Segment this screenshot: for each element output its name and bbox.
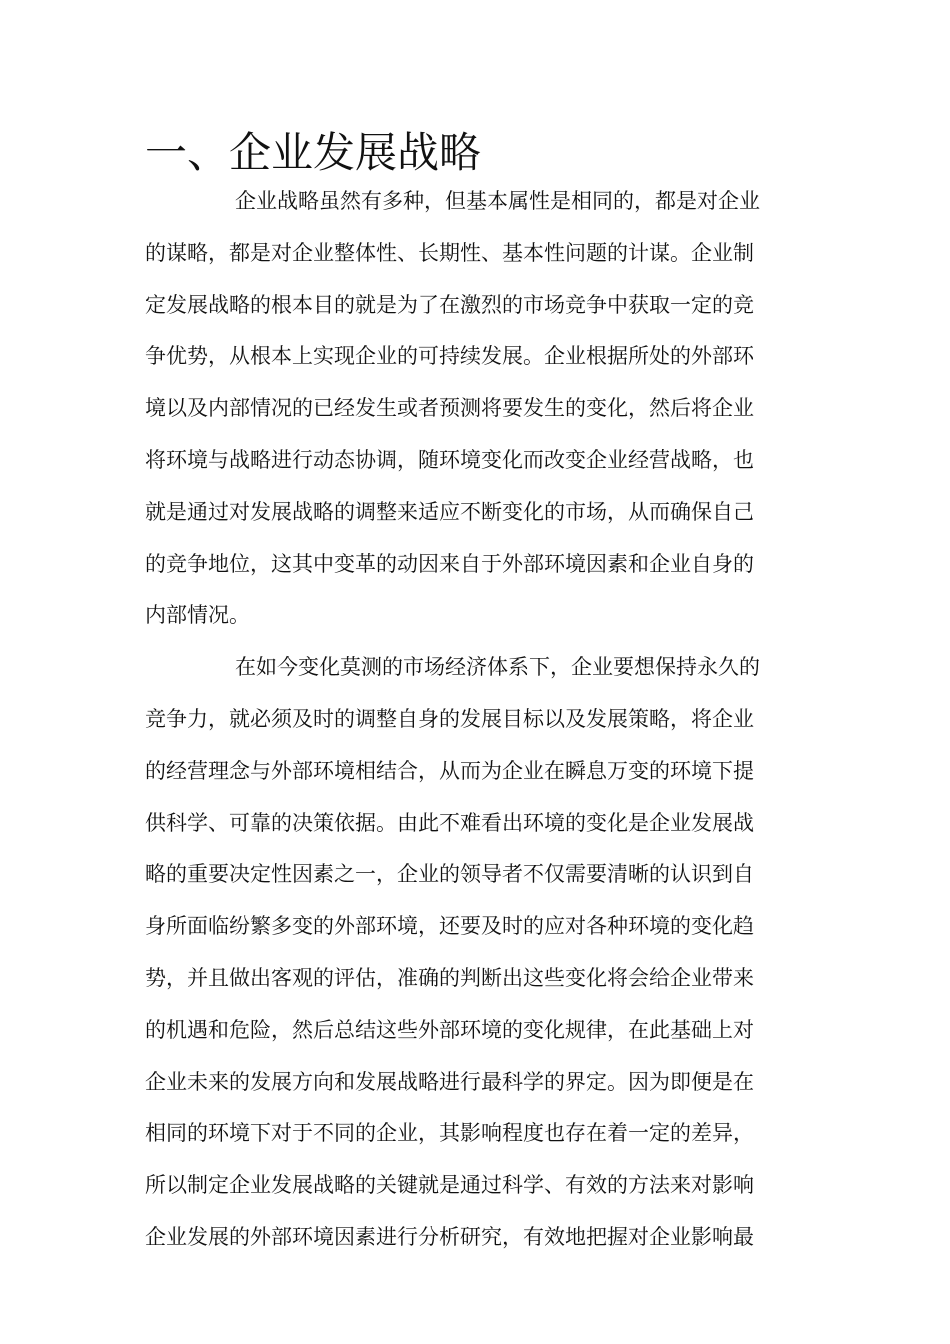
text-line: 身所面临纷繁多变的外部环境，还要及时的应对各种环境的变化趋 <box>145 914 754 939</box>
text-line: 供科学、可靠的决策依据。由此不难看出环境的变化是企业发展战 <box>145 810 754 835</box>
text-line: 定发展战略的根本目的就是为了在激烈的市场竞争中获取一定的竞 <box>145 292 754 317</box>
text-line: 的竞争地位，这其中变革的动因来自于外部环境因素和企业自身的 <box>145 551 754 576</box>
text-line: 企业未来的发展方向和发展战略进行最科学的界定。因为即便是在 <box>145 1069 754 1094</box>
document-body <box>145 130 805 1264</box>
text-line: 企业发展的外部环境因素进行分析研究，有效地把握对企业影响最 <box>145 1224 754 1249</box>
paragraph-1 <box>145 176 805 642</box>
section-heading: 一、企业发展战略 <box>145 128 482 177</box>
text-line: 争优势，从根本上实现企业的可持续发展。企业根据所处的外部环 <box>145 344 754 369</box>
text-line: 势，并且做出客观的评估，准确的判断出这些变化将会给企业带来 <box>145 965 754 990</box>
text-line: 境以及内部情况的已经发生或者预测将要发生的变化，然后将企业 <box>145 396 754 421</box>
text-line: 竞争力，就必须及时的调整自身的发展目标以及发展策略，将企业 <box>145 706 754 731</box>
text-line: 企业战略虽然有多种，但基本属性是相同的，都是对企业 <box>235 189 760 213</box>
text-line: 略的重要决定性因素之一，企业的领导者不仅需要清晰的认识到自 <box>145 862 754 887</box>
text-line: 相同的环境下对于不同的企业，其影响程度也存在着一定的差异， <box>145 1121 754 1146</box>
text-line: 的谋略，都是对企业整体性、长期性、基本性问题的计谋。企业制 <box>145 240 754 265</box>
paragraph-2 <box>145 642 805 1264</box>
text-line: 的机遇和危险，然后总结这些外部环境的变化规律，在此基础上对 <box>145 1017 754 1042</box>
text-line: 将环境与战略进行动态协调，随环境变化而改变企业经营战略，也 <box>145 447 754 472</box>
text-line: 所以制定企业发展战略的关键就是通过科学、有效的方法来对影响 <box>145 1173 754 1198</box>
text-line: 内部情况。 <box>145 603 250 628</box>
text-line: 的经营理念与外部环境相结合，从而为企业在瞬息万变的环境下提 <box>145 758 754 783</box>
text-line: 在如今变化莫测的市场经济体系下，企业要想保持永久的 <box>235 655 760 680</box>
text-line: 就是通过对发展战略的调整来适应不断变化的市场，从而确保自己 <box>145 499 754 524</box>
